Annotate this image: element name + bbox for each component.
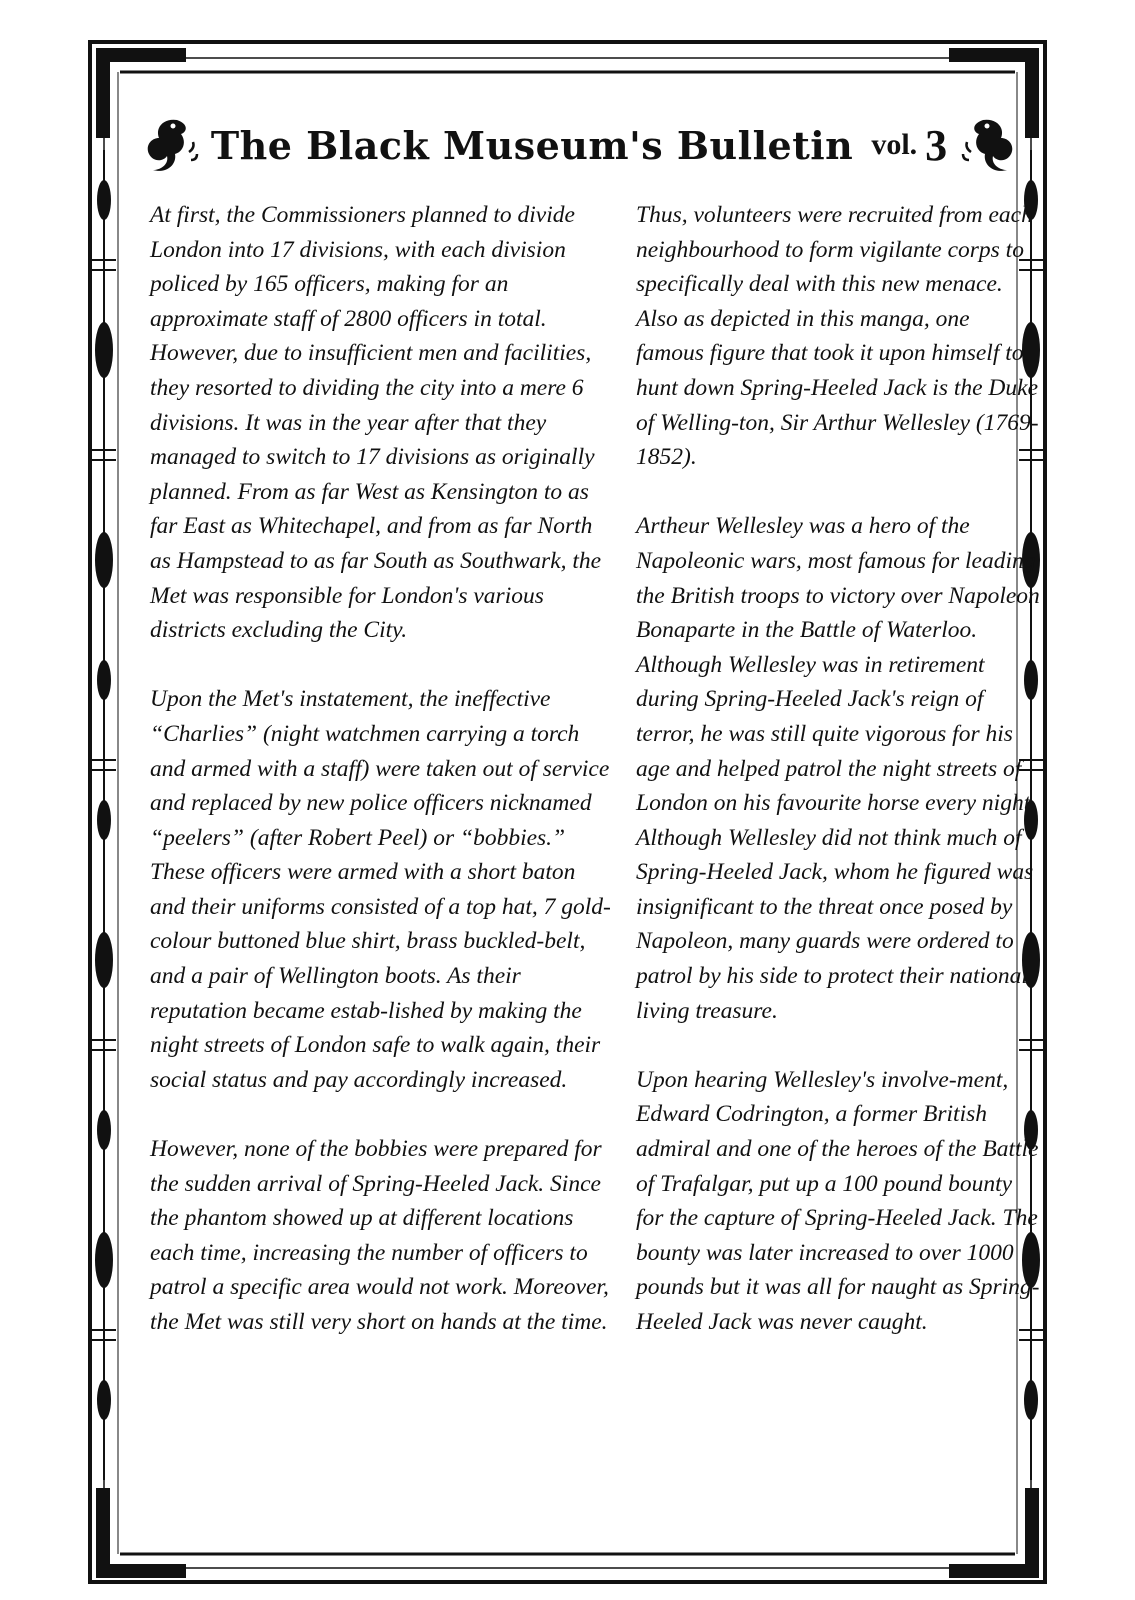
- paragraph: However, none of the bobbies were prepared for the sudden arrival of Spring-Heeled Jack. Since the phantom showed up at different locations each time, increasing the number of officers to patrol a specific area would not work. Moreover, the Met was still very short on hands at the time.: [150, 1136, 609, 1335]
- volume-number: 3: [925, 120, 948, 170]
- right-column: [636, 198, 1041, 1374]
- paragraph: Thus, volunteers were recruited from each neighbourhood to form vigilante corps to specifically deal with this new menace. Also as depicted in this manga, one famous figure that took it upon himself to hunt down Spring-Heeled Jack is the Duke of Welling-ton, Sir Arthur Wellesley (1769-1852).: [636, 202, 1039, 471]
- bulletin-header: [140, 100, 1020, 190]
- paragraph: Upon hearing Wellesley's involve-ment, Edward Codrington, a former British admiral and one of the heroes of the Battle of Trafalgar, put up a 100 pound bounty for the capture of Spring-Heeled Jack. The bounty was later increased to over 1000 pounds but it was all for naught as Spring-Heeled Jack was never caught.: [636, 1066, 1040, 1335]
- bulletin-title: The Black Museum's Bulletin: [210, 122, 854, 168]
- left-column: [150, 198, 615, 1374]
- paragraph: At first, the Commissioners planned to divide London into 17 divisions, with each division policed by 165 officers, making for an approximate staff of 2800 officers in total. However, due to insufficient men and facilities, they resorted to dividing the city into a mere 6 divisions. It was in the year after that they managed to switch to 17 divisions as originally planned. From as far West as Kensington to as far East as Whitechapel, and from as far North as Hampstead to as far South as Southwark, the Met was responsible for London's various districts excluding the City.: [150, 202, 602, 644]
- paragraph: Artheur Wellesley was a hero of the Napoleonic wars, most famous for leading the British troops to victory over Napoleon Bonaparte in the Battle of Waterloo. Although Wellesley was in retirement during Spring-Heeled Jack's reign of terror, he was still quite vigorous for his age and helped patrol the night streets of London on his favourite horse every night. Although Wellesley did not think much of Spring-Heeled Jack, whom he figured was insignificant to the threat once posed by Napoleon, many guards were ordered to patrol by his side to protect their national living treasure.: [636, 513, 1040, 1024]
- seahorse-right-icon: [961, 112, 1027, 178]
- volume-label: vol.: [871, 128, 918, 161]
- seahorse-left-icon: [133, 112, 199, 178]
- paragraph: Upon the Met's instatement, the ineffective “Charlies” (night watchmen carrying a torch and armed with a staff) were taken out of service and replaced by new police officers nicknamed “peelers” (after Robert Peel) or “bobbies.” These officers were armed with a short baton and their uniforms consisted of a top hat, 7 gold-colour buttoned blue shirt, brass buckled-belt, and a pair of Wellington boots. As their reputation became estab-lished by making the night streets of London safe to walk again, their social status and pay accordingly increased.: [150, 686, 611, 1093]
